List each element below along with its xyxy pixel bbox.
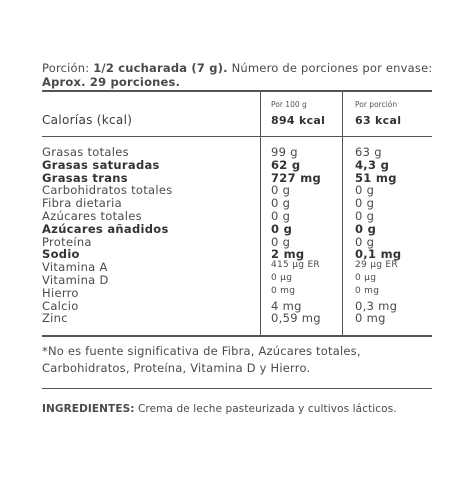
table-row [42,209,442,222]
table-row [42,286,442,299]
table-row [42,247,442,260]
table-row [42,222,442,235]
col1-header-label: Por 100 g [271,100,307,109]
ingredients-label: INGREDIENTES: [42,403,135,415]
table-row [42,145,442,158]
nutrient-name: Sodio [42,247,80,262]
nutrient-name: Azúcares totales [42,209,142,223]
serving-info [42,61,442,89]
col2-calories: 63 kcal [355,114,402,127]
per-100g-value: 0 g [271,221,293,236]
per-100g-value: 727 mg [271,170,322,185]
per-100g-value: 0 g [271,209,291,223]
per-100g-value: 0,59 mg [271,311,321,326]
nutrient-name: Vitamina D [42,273,109,287]
calories-label: Calorías (kcal) [42,113,133,127]
per-100g-value: 99 g [271,145,298,159]
table-row [42,158,442,171]
serving-size: 1/2 cucharada (7 g). [93,61,228,75]
per-100g-value: 4 mg [271,298,302,313]
nutrient-name: Grasas totales [42,145,129,159]
per-100g-value: 62 g [271,157,301,172]
per-serving-value: 0 mg [355,285,380,296]
col2-header-label: Por porción [355,100,398,109]
table-row [42,260,442,273]
top-rule [42,90,432,92]
per-serving-value: 0 g [355,183,375,198]
nutrient-name: Calcio [42,298,79,313]
per-serving-value: 0 mg [355,311,386,326]
nutrient-name: Hierro [42,285,79,300]
header-rule [42,136,432,137]
per-100g-value: 0 g [271,234,291,249]
per-serving-value: 0 g [355,234,375,249]
nutrient-name: Zinc [42,311,68,326]
col1-calories: 894 kcal [271,114,326,127]
per-serving-value: 0 g [355,209,375,223]
table-row [42,299,442,312]
table-row [42,273,442,286]
nutrient-name: Fibra dietaria [42,196,122,211]
nutrient-name: Azúcares añadidos [42,221,169,236]
footnote: *No es fuente significativa de Fibra, Azúcares totales, Carbohidratos, Proteína, Vitamina D y Hierro. [42,344,361,375]
per-serving-value: 0,1 mg [355,247,402,262]
ingredients [42,403,462,415]
per-serving-value: 51 mg [355,170,397,185]
per-100g-value: 2 mg [271,247,305,262]
ingredients-text: Crema de leche pasteurizada y cultivos lácticos. [134,403,397,415]
per-100g-value: 0 g [271,196,291,211]
per-serving-value: 0 g [355,196,375,211]
per-serving-value: 0,3 mg [355,298,398,313]
table-row [42,196,442,209]
table-row [42,235,442,248]
per-100g-value: 415 µg ER [271,260,320,271]
table-row [42,183,442,196]
per-serving-value: 29 µg ER [355,260,398,271]
table-row [42,171,442,184]
nutrient-name: Vitamina A [42,260,108,275]
per-serving-value: 4,3 g [355,157,390,172]
serving-prefix: Porción: [42,61,94,75]
per-100g-value: 0 mg [271,285,296,296]
nutrient-name: Grasas saturadas [42,157,160,172]
per-100g-value: 0 g [271,183,291,198]
note-rule [42,388,432,389]
per-100g-value: 0 µg [271,273,293,283]
bottom-rule [42,335,432,337]
per-serving-value: 0 g [355,221,377,236]
nutrient-name: Proteína [42,234,92,249]
table-row [42,311,442,324]
nutrient-name: Carbohidratos totales [42,183,173,198]
servings-per-container-label: Número de porciones por envase: [227,61,433,75]
per-serving-value: 63 g [355,145,382,159]
servings-count: Aprox. 29 porciones. [42,75,181,89]
nutrient-name: Grasas trans [42,170,128,185]
per-serving-value: 0 µg [355,273,377,283]
